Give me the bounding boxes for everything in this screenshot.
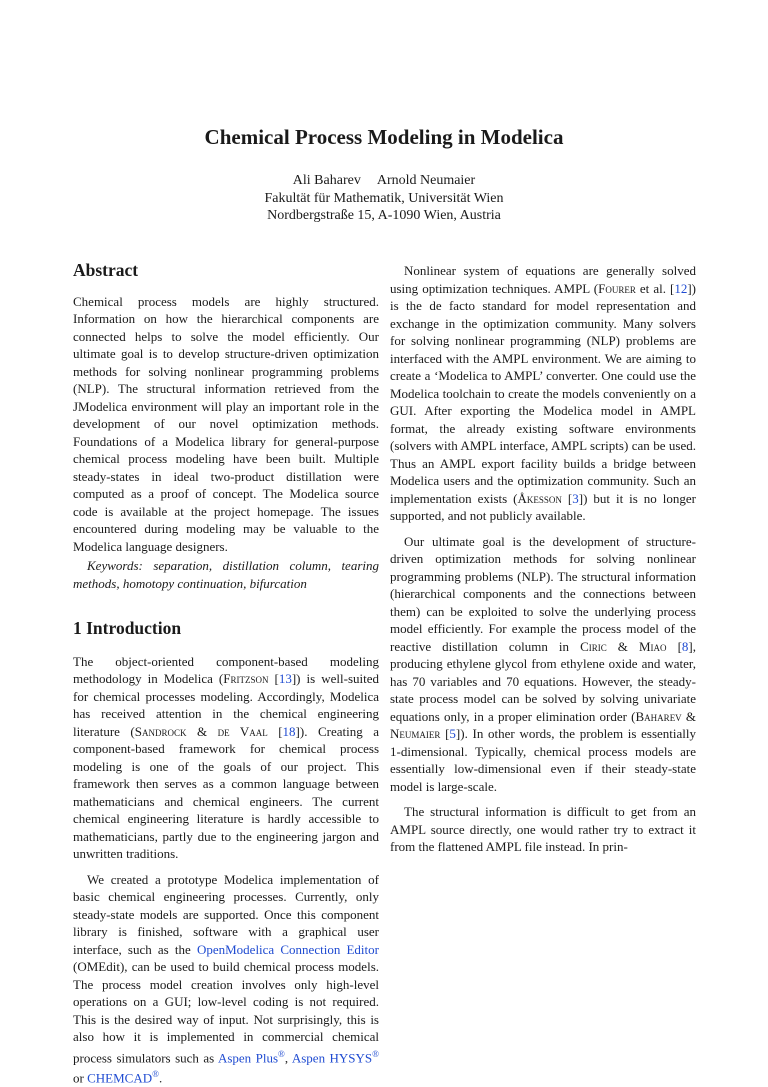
citation-author: Baharev & Neumaier xyxy=(390,709,696,742)
citation-author: Ciric & Miao xyxy=(580,639,666,654)
abstract-heading: Abstract xyxy=(73,262,379,280)
author-2: Arnold Neumaier xyxy=(377,173,475,188)
intro-paragraph-1: The object-oriented component-based modeling methodology in Modelica (Fritzson [13]) is well-suited for chemical processes modeling. Accordingly, Modelica has received attention in the chemical engineering literature (Sandrock & de Vaal [18]). Creating a component-based framework for chemical process modeling is one of the goals of our project. This framework then serves as a common language between mathematicians and chemical engineers. The current chemical engineering literature is hardly accessible to mathematicians, partly due to the engineering jargon and unwritten traditions. xyxy=(73,653,379,863)
introduction-heading: 1 Introduction xyxy=(73,620,379,638)
citation-link[interactable]: 5 xyxy=(449,726,456,741)
citation-link[interactable]: 12 xyxy=(674,281,687,296)
address: Nordbergstraße 15, A-1090 Wien, Austria xyxy=(0,207,768,225)
aspen-hysys-link[interactable]: Aspen HYSYS xyxy=(292,1050,372,1065)
author-block xyxy=(0,172,768,225)
registered-mark: ® xyxy=(152,1069,159,1079)
citation-link[interactable]: 8 xyxy=(682,639,689,654)
citation-author: Fourer xyxy=(598,281,636,296)
citation-author: Åkesson xyxy=(518,491,562,506)
intro-paragraph-5: The structural information is difficult to get from an AMPL source directly, one would rather try to extract it from the flattened AMPL file instead. In prin- xyxy=(390,803,696,856)
citation-link[interactable]: 3 xyxy=(572,491,579,506)
registered-mark: ® xyxy=(278,1049,285,1059)
citation-link[interactable]: 18 xyxy=(283,724,296,739)
registered-mark: ® xyxy=(372,1049,379,1059)
chemcad-link[interactable]: CHEMCAD xyxy=(87,1071,152,1086)
paper-title: Chemical Process Modeling in Modelica xyxy=(0,125,768,150)
affiliation: Fakultät für Mathematik, Universität Wien xyxy=(0,190,768,208)
citation-author: Sandrock & de Vaal xyxy=(135,724,268,739)
right-column xyxy=(390,262,696,856)
left-column xyxy=(73,262,379,1087)
author-names xyxy=(0,172,768,190)
author-1: Ali Baharev xyxy=(293,173,361,188)
keywords: Keywords: separation, distillation column, tearing methods, homotopy continuation, bifurcation xyxy=(73,557,379,592)
omedit-link[interactable]: OpenModelica Connection Editor xyxy=(197,942,379,957)
aspen-plus-link[interactable]: Aspen Plus xyxy=(218,1050,278,1065)
abstract-text: Chemical process models are highly structured. Information on how the hierarchical components are connected helps to solve the model efficiently. Our ultimate goal is to develop structure-driven optimization methods for solving nonlinear programming problems (NLP). The structural information retrieved from the JModelica environment will play an important role in the development of our novel optimization methods. Foundations of a Modelica library for general-purpose chemical process modeling have been built. Multiple steady-states in ideal two-product distillation were computed as a proof of concept. The Modelica source code is available at the project homepage. The issues encountered during modeling may be valuable to the Modelica language designers. xyxy=(73,293,379,556)
intro-paragraph-3: Nonlinear system of equations are generally solved using optimization techniques. AMPL (Fourer et al. [12]) is the de facto standard for model representation and exchange in the optimization community. Many solvers for solving nonlinear programming (NLP) problems are interfaced with the AMPL environment. We are aiming to create a ‘Modelica to AMPL’ converter. One could use the Modelica toolchain to create the models conveniently on a GUI. After exporting the Modelica model in AMPL format, the already existing software environments (solvers with AMPL interface, AMPL scripts) can be used. Thus an AMPL export facility builds a bridge between Modelica users and the optimization community. Such an implementation exists (Åkesson [3]) but it is no longer supported, and not publicly available. xyxy=(390,262,696,525)
intro-paragraph-2: We created a prototype Modelica implementation of basic chemical engineering processes. Currently, only steady-state models are supported. Once this component library is finished, software with a graphical user interface, such as the OpenModelica Connection Editor (OMEdit), can be used to build chemical process models. The process model creation involves only high-level operations on a GUI; low-level coding is not required. This is the desired way of input. Not surprisingly, this is also how it is implemented in commercial chemical process simulators such as Aspen Plus®, Aspen HYSYS® or CHEMCAD®. xyxy=(73,871,379,1087)
citation-link[interactable]: 13 xyxy=(279,671,292,686)
intro-paragraph-4: Our ultimate goal is the development of structure-driven optimization methods for solving nonlinear programming problems (NLP). The structural information (hierarchical components and the connections between them) can be exploited to solve the underlying process model efficiently. For example the process model of the reactive distillation column in Ciric & Miao [8], producing ethylene glycol from ethylene oxide and water, has 70 variables and 70 equations. However, the steady-state process model can be solved by solving univariate equations only, in a proper elimination order (Baharev & Neumaier [5]). In other words, the problem is essentially 1-dimensional. Typically, chemical process models are essentially low-dimensional even if their steady-state model is large-scale. xyxy=(390,533,696,796)
citation-author: Fritzson xyxy=(223,671,268,686)
